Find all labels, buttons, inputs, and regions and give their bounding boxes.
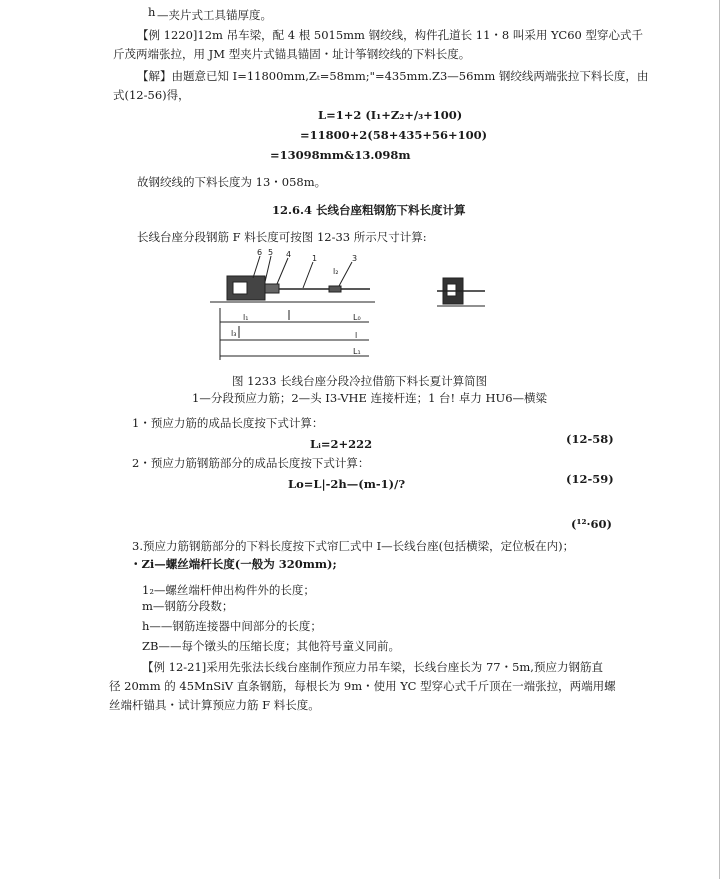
fig-label-L1: L₁ [353, 347, 361, 356]
fig-label-3: 3 [352, 254, 358, 263]
item3-text: 3.预应力筋钢筋部分的下料长度按下式帘匚式中 I—长线台座(包括横梁，定位板在内)； [132, 539, 575, 553]
fig-label-l3: l₃ [231, 329, 237, 338]
example2-line1: 【例 12-21]采用先张法长线台座制作预应力吊车梁，长线台座长为 77・5m,预应力钢筋直 [142, 660, 603, 674]
fig-label-l1: l₁ [243, 313, 249, 322]
figure-12-33 [205, 246, 495, 364]
fig-label-lo: L₀ [353, 313, 361, 322]
formula-1: L=1+2 (Ⅰ₁+Z₂+/₃+100) [318, 108, 463, 122]
h-definition: —夹片式工具锚厚度。 [157, 8, 272, 22]
item1-text: 1・预应力筋的成品长度按下式计算： [132, 416, 324, 430]
eq-12-58: Lᵢ=2+222 [310, 437, 373, 451]
eq-12-60-number: (¹²·60) [571, 517, 612, 531]
h-definition-2: h——钢筋连接器中间部分的长度； [142, 619, 322, 633]
connector [329, 286, 341, 292]
eq-12-58-number: (12-58) [566, 432, 614, 446]
zb-definition: ZB——每个镦头的压缩长度；其他符号童义同前。 [142, 639, 400, 653]
solution-line1: 【解】由题意已知 I=11800mm,Zₜ=58mm;"=435mm.Z3—56mm 钢绞线两端张拉下料长度，由 [137, 69, 649, 83]
m-definition: m—钢筋分段数； [142, 599, 234, 613]
section-intro: 长线台座分段钢筋 F 料长度可按图 12-33 所示尺寸计算: [137, 230, 427, 244]
zi-definition: ・Zi—螺丝端杆长度(一般为 320mm); [130, 557, 337, 571]
example1-line2: 斤茂两端张拉，用 JM 型夹片式锚具锚固・址计筝钢绞线的下料长度。 [113, 47, 471, 61]
formula-3: =13098mm&13.098m [270, 148, 411, 162]
figure-caption: 图 1233 长线台座分段冷拉借筋下料长夏计算简图 [232, 374, 488, 388]
fig-label-4: 4 [286, 250, 292, 259]
conclusion: 故钢绞线的下料长度为 13・058m。 [137, 175, 327, 189]
section-title: 12.6.4 长线台座粗钢筋下料长度计算 [272, 203, 466, 217]
eq-12-59: Lo=L|-2h—(m-1)/? [288, 477, 406, 491]
figure-legend: 1—分段预应力筋；2—头 I3-VHE 连接杆连；1 台! 卓力 HU6—横粱 [192, 391, 548, 405]
fig-label-5: 5 [268, 248, 274, 257]
example2-line3: 丝端杆锚具・试计算预应力筋 F 料长度。 [109, 698, 320, 712]
fig-label-l: l [355, 331, 358, 340]
eq-12-59-number: (12-59) [566, 472, 614, 486]
example1-line1: 【例 1220]12m 吊车梁，配 4 根 5015mm 钢绞线，构件孔道长 11・8 叫采用 YC60 型穿心式千 [137, 28, 644, 42]
fig-label-1: 1 [312, 254, 318, 263]
fig-label-6: 6 [257, 248, 263, 257]
solution-line2: 式(12-56)得， [113, 88, 190, 102]
example2-line2: 径 20mm 的 45MnSiV 直条钢筋，每根长为 9m・使用 YC 型穿心式千斤顶在一端张拉，两端用螺 [109, 679, 616, 693]
l2-definition: 1₂—螺丝端杆伸出构件外的长度； [142, 583, 315, 597]
item2-text: 2・预应力筋钢筋部分的成品长度按下式计算： [132, 456, 370, 470]
fig-label-l2: l₂ [333, 267, 339, 276]
formula-2: =11800+2(58+435+56+100) [300, 128, 488, 142]
h-prefix: h [148, 5, 156, 19]
